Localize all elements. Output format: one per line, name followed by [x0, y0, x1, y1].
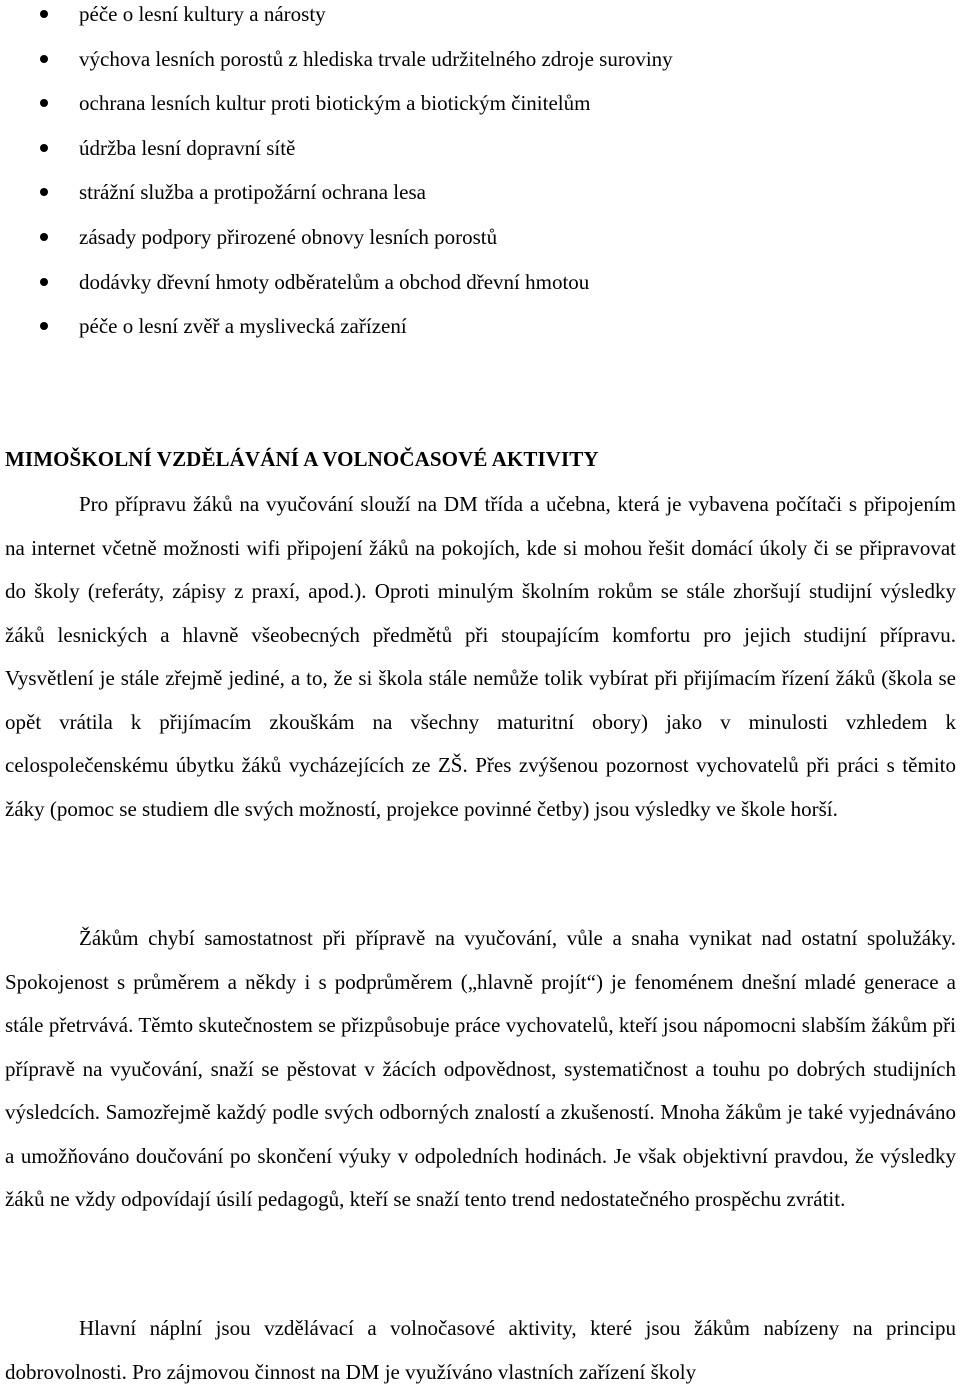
bullet-item: údržba lesní dopravní sítě	[0, 134, 960, 179]
bullet-item: dodávky dřevní hmoty odběratelům a obchod dřevní hmotou	[0, 268, 960, 313]
paragraph-study-preparation: Pro přípravu žáků na vyučování slouží na DM třída a učebna, která je vybavena počítači s připojením na internet včetně možnosti wifi připojení žáků na pokojích, kde si mohou řešit domácí úkoly či se připravovat do školy (referáty, zápisy z praxí, apod.). Oproti minulým školním rokům se stále zhoršují studijní výsledky žáků lesnických a hlavně všeobecných předmětů při stoupajícím komfortu pro jejich studijní přípravu. Vysvětlení je stále zřejmě jediné, a to, že si škola stále nemůže tolik vybírat při přijímacím řízení žáků (škola se opět vrátila k přijímacím zkouškám na všechny maturitní obory) jako v minulosti vzhledem k celospolečenskému úbytku žáků vycházejících ze ZŠ. Přes zvýšenou pozornost vychovatelů při práci s těmito žáky (pomoc se studiem dle svých možností, projekce povinné četby) jsou výsledky ve škole horší.	[5, 492, 956, 821]
bullet-item: péče o lesní kultury a nárosty	[0, 0, 960, 45]
bullet-item: strážní služba a protipožární ochrana lesa	[0, 178, 960, 223]
section-heading: MIMOŠKOLNÍ VZDĚLÁVÁNÍ A VOLNOČASOVÉ AKTIVITY	[5, 447, 599, 471]
activity-bullet-list	[0, 0, 960, 357]
bullet-item: ochrana lesních kultur proti biotickým a biotickým činitelům	[0, 89, 960, 134]
paragraph-student-independence: Žákům chybí samostatnost při přípravě na vyučování, vůle a snaha vynikat nad ostatní spolužáky. Spokojenost s průměrem a někdy i s podprůměrem („hlavně projít“) je fenoménem dnešní mladé generace a stále přetrvává. Těmto skutečnostem se přizpůsobuje práce vychovatelů, kteří jsou nápomocni slabším žákům při přípravě na vyučování, snaží se pěstovat v žácích odpovědnost, systematičnost a touhu po dobrých studijních výsledcích. Samozřejmě každý podle svých odborných znalostí a zkušeností. Mnoha žákům je také vyjednáváno a umožňováno doučování po skončení výuky v odpoledních hodinách. Je však objektivní pravdou, že výsledky žáků ne vždy odpovídají úsilí pedagogů, kteří se snaží tento trend nedostatečného prospěchu zvrátit.	[5, 926, 956, 1212]
bullet-item: výchova lesních porostů z hlediska trvale udržitelného zdroje suroviny	[0, 45, 960, 90]
bullet-item: zásady podpory přirozené obnovy lesních porostů	[0, 223, 960, 268]
bullet-item: péče o lesní zvěř a myslivecká zařízení	[0, 312, 960, 357]
paragraph-leisure-activities: Hlavní náplní jsou vzdělávací a volnočasové aktivity, které jsou žákům nabízeny na principu dobrovolnosti. Pro zájmovou činnost na DM je využíváno vlastních zařízení školy	[5, 1316, 956, 1384]
